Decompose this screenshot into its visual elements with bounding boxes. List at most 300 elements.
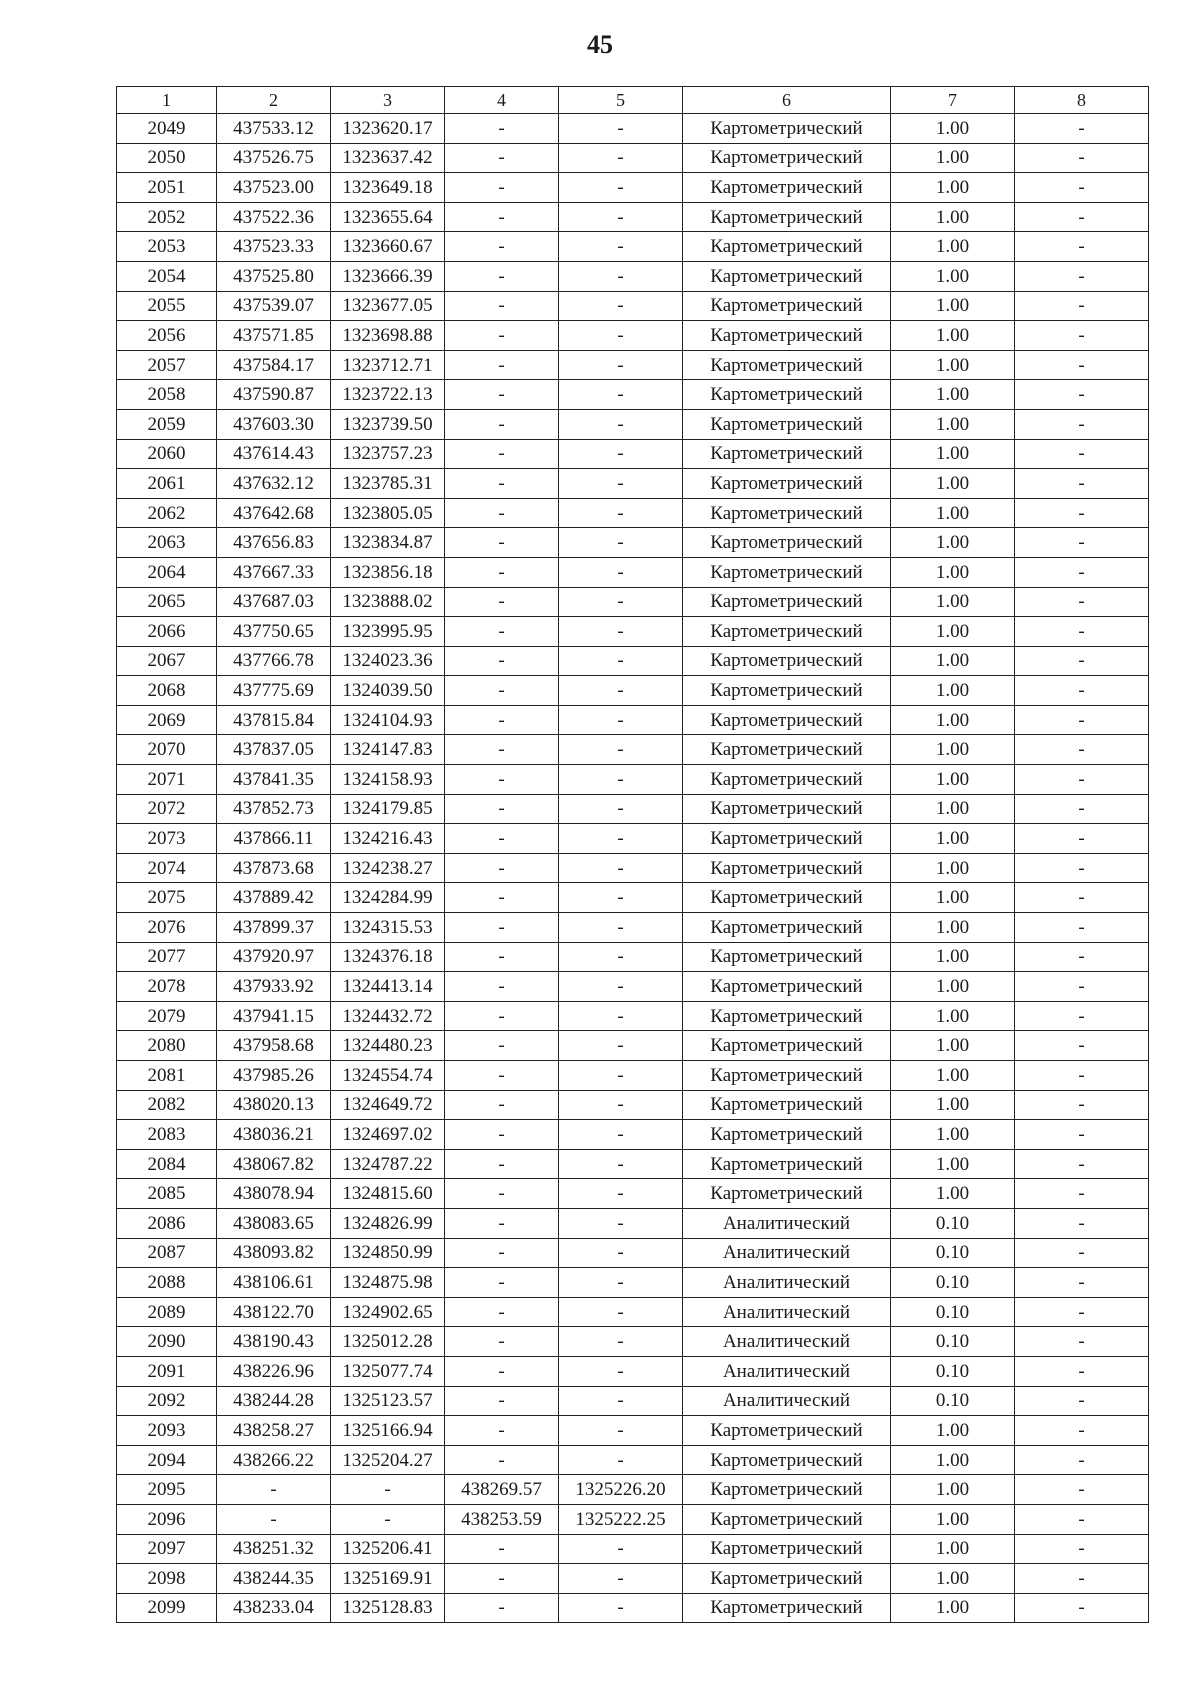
table-row: [117, 1475, 1149, 1505]
cell-y-coordinate-alt: -: [559, 1001, 683, 1031]
table-row: [117, 409, 1149, 439]
cell-x-coordinate-alt: -: [445, 261, 559, 291]
cell-y-coordinate: 1323712.71: [331, 350, 445, 380]
cell-point-number: 2086: [117, 1208, 217, 1238]
cell-point-number: 2088: [117, 1268, 217, 1298]
cell-accuracy: 1.00: [891, 794, 1015, 824]
table-header: [117, 87, 1149, 114]
cell-method: Картометрический: [683, 291, 891, 321]
cell-y-coordinate: 1324179.85: [331, 794, 445, 824]
cell-x-coordinate-alt: -: [445, 1120, 559, 1150]
cell-y-coordinate-alt: -: [559, 321, 683, 351]
table-row: [117, 824, 1149, 854]
cell-x-coordinate-alt: -: [445, 1149, 559, 1179]
table-row: [117, 143, 1149, 173]
table-row: [117, 1179, 1149, 1209]
cell-x-coordinate: 438251.32: [217, 1534, 331, 1564]
cell-y-coordinate: 1324147.83: [331, 735, 445, 765]
cell-x-coordinate: 437525.80: [217, 261, 331, 291]
cell-accuracy: 1.00: [891, 557, 1015, 587]
cell-y-coordinate: -: [331, 1504, 445, 1534]
cell-x-coordinate: 438093.82: [217, 1238, 331, 1268]
cell-method: Картометрический: [683, 498, 891, 528]
cell-x-coordinate: 437775.69: [217, 676, 331, 706]
cell-y-coordinate-alt: -: [559, 1061, 683, 1091]
cell-y-coordinate-alt: -: [559, 735, 683, 765]
cell-method: Картометрический: [683, 646, 891, 676]
cell-method: Картометрический: [683, 350, 891, 380]
cell-x-coordinate: 437837.05: [217, 735, 331, 765]
cell-method: Аналитический: [683, 1327, 891, 1357]
table-row: [117, 469, 1149, 499]
cell-point-number: 2073: [117, 824, 217, 854]
cell-method: Картометрический: [683, 1416, 891, 1446]
cell-y-coordinate: 1324023.36: [331, 646, 445, 676]
cell-accuracy: 1.00: [891, 972, 1015, 1002]
cell-point-number: 2056: [117, 321, 217, 351]
cell-y-coordinate-alt: -: [559, 409, 683, 439]
column-header-7: 7: [891, 87, 1015, 114]
cell-method: Картометрический: [683, 232, 891, 262]
column-header-1: 1: [117, 87, 217, 114]
table-row: [117, 291, 1149, 321]
table-row: [117, 439, 1149, 469]
cell-y-coordinate: 1324413.14: [331, 972, 445, 1002]
cell-accuracy: 1.00: [891, 173, 1015, 203]
cell-accuracy: 1.00: [891, 1061, 1015, 1091]
cell-x-coordinate: 437523.33: [217, 232, 331, 262]
cell-y-coordinate-alt: -: [559, 1268, 683, 1298]
cell-point-number: 2077: [117, 942, 217, 972]
cell-y-coordinate: 1323666.39: [331, 261, 445, 291]
cell-accuracy: 1.00: [891, 321, 1015, 351]
cell-y-coordinate: 1323660.67: [331, 232, 445, 262]
cell-x-coordinate: 438226.96: [217, 1356, 331, 1386]
cell-point-number: 2062: [117, 498, 217, 528]
cell-y-coordinate-alt: -: [559, 765, 683, 795]
table-row: [117, 1238, 1149, 1268]
cell-method: Картометрический: [683, 824, 891, 854]
cell-y-coordinate: 1323620.17: [331, 114, 445, 144]
cell-note: -: [1015, 972, 1149, 1002]
cell-accuracy: 1.00: [891, 765, 1015, 795]
cell-note: -: [1015, 676, 1149, 706]
cell-y-coordinate: 1323722.13: [331, 380, 445, 410]
table-row: [117, 380, 1149, 410]
table-row: [117, 972, 1149, 1002]
table-row: [117, 232, 1149, 262]
cell-method: Картометрический: [683, 794, 891, 824]
table-row: [117, 1416, 1149, 1446]
cell-x-coordinate: 438244.35: [217, 1564, 331, 1594]
cell-y-coordinate: 1324315.53: [331, 913, 445, 943]
cell-y-coordinate-alt: -: [559, 1593, 683, 1623]
cell-method: Картометрический: [683, 853, 891, 883]
cell-point-number: 2057: [117, 350, 217, 380]
cell-y-coordinate-alt: -: [559, 261, 683, 291]
table-row: [117, 350, 1149, 380]
cell-y-coordinate: 1324554.74: [331, 1061, 445, 1091]
cell-method: Аналитический: [683, 1208, 891, 1238]
cell-x-coordinate: 437920.97: [217, 942, 331, 972]
cell-y-coordinate-alt: -: [559, 202, 683, 232]
cell-point-number: 2051: [117, 173, 217, 203]
cell-accuracy: 1.00: [891, 1504, 1015, 1534]
cell-x-coordinate: 437590.87: [217, 380, 331, 410]
cell-note: -: [1015, 114, 1149, 144]
cell-accuracy: 1.00: [891, 676, 1015, 706]
column-header-3: 3: [331, 87, 445, 114]
table-row: [117, 1504, 1149, 1534]
cell-y-coordinate-alt: -: [559, 1416, 683, 1446]
cell-method: Аналитический: [683, 1238, 891, 1268]
cell-y-coordinate-alt: -: [559, 1386, 683, 1416]
table-body: [117, 114, 1149, 1623]
cell-x-coordinate-alt: -: [445, 1445, 559, 1475]
cell-accuracy: 1.00: [891, 1445, 1015, 1475]
table-row: [117, 557, 1149, 587]
cell-note: -: [1015, 1356, 1149, 1386]
cell-x-coordinate: 437667.33: [217, 557, 331, 587]
cell-point-number: 2096: [117, 1504, 217, 1534]
table-row: [117, 617, 1149, 647]
table-row: [117, 1327, 1149, 1357]
cell-y-coordinate: 1324697.02: [331, 1120, 445, 1150]
cell-y-coordinate: 1323995.95: [331, 617, 445, 647]
cell-x-coordinate-alt: -: [445, 883, 559, 913]
header-row: [117, 87, 1149, 114]
cell-y-coordinate: 1323805.05: [331, 498, 445, 528]
cell-accuracy: 0.10: [891, 1238, 1015, 1268]
cell-y-coordinate: 1323888.02: [331, 587, 445, 617]
cell-accuracy: 1.00: [891, 350, 1015, 380]
cell-x-coordinate: 437539.07: [217, 291, 331, 321]
cell-method: Картометрический: [683, 1179, 891, 1209]
cell-y-coordinate: 1323655.64: [331, 202, 445, 232]
cell-method: Картометрический: [683, 972, 891, 1002]
cell-y-coordinate: 1323677.05: [331, 291, 445, 321]
cell-x-coordinate: 437571.85: [217, 321, 331, 351]
cell-x-coordinate-alt: -: [445, 409, 559, 439]
cell-x-coordinate-alt: -: [445, 439, 559, 469]
cell-note: -: [1015, 1001, 1149, 1031]
cell-x-coordinate: 437642.68: [217, 498, 331, 528]
cell-x-coordinate-alt: -: [445, 1327, 559, 1357]
cell-y-coordinate-alt: -: [559, 913, 683, 943]
cell-x-coordinate-alt: -: [445, 232, 559, 262]
cell-y-coordinate-alt: -: [559, 232, 683, 262]
cell-y-coordinate-alt: -: [559, 1120, 683, 1150]
cell-y-coordinate-alt: -: [559, 587, 683, 617]
cell-x-coordinate-alt: -: [445, 646, 559, 676]
cell-point-number: 2052: [117, 202, 217, 232]
table-row: [117, 1208, 1149, 1238]
cell-x-coordinate: 437523.00: [217, 173, 331, 203]
cell-x-coordinate: 437941.15: [217, 1001, 331, 1031]
cell-y-coordinate: 1324815.60: [331, 1179, 445, 1209]
cell-y-coordinate: 1324238.27: [331, 853, 445, 883]
cell-method: Картометрический: [683, 469, 891, 499]
cell-y-coordinate: 1323649.18: [331, 173, 445, 203]
cell-y-coordinate-alt: -: [559, 705, 683, 735]
cell-y-coordinate: 1325123.57: [331, 1386, 445, 1416]
cell-x-coordinate-alt: -: [445, 853, 559, 883]
cell-y-coordinate-alt: -: [559, 1149, 683, 1179]
cell-point-number: 2054: [117, 261, 217, 291]
table-row: [117, 1445, 1149, 1475]
cell-x-coordinate-alt: -: [445, 1564, 559, 1594]
cell-x-coordinate-alt: -: [445, 350, 559, 380]
cell-x-coordinate-alt: -: [445, 498, 559, 528]
cell-point-number: 2075: [117, 883, 217, 913]
cell-x-coordinate: 437750.65: [217, 617, 331, 647]
cell-method: Аналитический: [683, 1386, 891, 1416]
cell-point-number: 2060: [117, 439, 217, 469]
cell-point-number: 2065: [117, 587, 217, 617]
cell-note: -: [1015, 1061, 1149, 1091]
table-row: [117, 942, 1149, 972]
cell-x-coordinate: 437522.36: [217, 202, 331, 232]
cell-x-coordinate: 438036.21: [217, 1120, 331, 1150]
cell-x-coordinate: 437841.35: [217, 765, 331, 795]
table-row: [117, 528, 1149, 558]
cell-accuracy: 1.00: [891, 143, 1015, 173]
table-row: [117, 1534, 1149, 1564]
table-row: [117, 735, 1149, 765]
cell-y-coordinate-alt: -: [559, 853, 683, 883]
cell-y-coordinate: 1323637.42: [331, 143, 445, 173]
table-row: [117, 173, 1149, 203]
cell-x-coordinate: 438067.82: [217, 1149, 331, 1179]
cell-x-coordinate-alt: -: [445, 676, 559, 706]
cell-note: -: [1015, 824, 1149, 854]
cell-y-coordinate-alt: -: [559, 528, 683, 558]
cell-y-coordinate-alt: -: [559, 617, 683, 647]
cell-note: -: [1015, 1208, 1149, 1238]
cell-point-number: 2066: [117, 617, 217, 647]
table-row: [117, 1386, 1149, 1416]
cell-y-coordinate: 1323757.23: [331, 439, 445, 469]
cell-x-coordinate: 438190.43: [217, 1327, 331, 1357]
cell-x-coordinate: 438244.28: [217, 1386, 331, 1416]
cell-point-number: 2082: [117, 1090, 217, 1120]
cell-x-coordinate-alt: -: [445, 1534, 559, 1564]
cell-y-coordinate: 1323698.88: [331, 321, 445, 351]
cell-note: -: [1015, 380, 1149, 410]
cell-y-coordinate-alt: -: [559, 350, 683, 380]
cell-y-coordinate-alt: -: [559, 1090, 683, 1120]
cell-note: -: [1015, 1386, 1149, 1416]
table-row: [117, 1149, 1149, 1179]
cell-note: -: [1015, 1238, 1149, 1268]
cell-point-number: 2081: [117, 1061, 217, 1091]
cell-method: Картометрический: [683, 1090, 891, 1120]
cell-x-coordinate-alt: -: [445, 1356, 559, 1386]
table-row: [117, 1564, 1149, 1594]
cell-x-coordinate: 438020.13: [217, 1090, 331, 1120]
cell-y-coordinate-alt: -: [559, 498, 683, 528]
cell-point-number: 2076: [117, 913, 217, 943]
cell-accuracy: 1.00: [891, 1475, 1015, 1505]
cell-method: Картометрический: [683, 114, 891, 144]
cell-y-coordinate: 1325012.28: [331, 1327, 445, 1357]
cell-point-number: 2090: [117, 1327, 217, 1357]
cell-point-number: 2068: [117, 676, 217, 706]
cell-point-number: 2078: [117, 972, 217, 1002]
cell-x-coordinate-alt: -: [445, 143, 559, 173]
cell-y-coordinate: 1325128.83: [331, 1593, 445, 1623]
cell-note: -: [1015, 1564, 1149, 1594]
cell-x-coordinate-alt: -: [445, 173, 559, 203]
cell-note: -: [1015, 587, 1149, 617]
cell-point-number: 2093: [117, 1416, 217, 1446]
cell-note: -: [1015, 1416, 1149, 1446]
cell-point-number: 2098: [117, 1564, 217, 1594]
cell-note: -: [1015, 883, 1149, 913]
cell-x-coordinate: 437766.78: [217, 646, 331, 676]
cell-y-coordinate: 1325169.91: [331, 1564, 445, 1594]
cell-accuracy: 1.00: [891, 735, 1015, 765]
cell-accuracy: 0.10: [891, 1208, 1015, 1238]
cell-point-number: 2050: [117, 143, 217, 173]
cell-y-coordinate: 1325206.41: [331, 1534, 445, 1564]
cell-point-number: 2053: [117, 232, 217, 262]
cell-x-coordinate: 437899.37: [217, 913, 331, 943]
cell-accuracy: 1.00: [891, 705, 1015, 735]
cell-note: -: [1015, 498, 1149, 528]
table-row: [117, 587, 1149, 617]
column-header-2: 2: [217, 87, 331, 114]
cell-y-coordinate: 1324826.99: [331, 1208, 445, 1238]
cell-note: -: [1015, 1475, 1149, 1505]
cell-y-coordinate-alt: -: [559, 646, 683, 676]
cell-note: -: [1015, 202, 1149, 232]
cell-point-number: 2097: [117, 1534, 217, 1564]
cell-method: Картометрический: [683, 705, 891, 735]
cell-x-coordinate-alt: -: [445, 1238, 559, 1268]
cell-accuracy: 1.00: [891, 1001, 1015, 1031]
cell-point-number: 2099: [117, 1593, 217, 1623]
cell-x-coordinate: 438106.61: [217, 1268, 331, 1298]
cell-y-coordinate: 1325166.94: [331, 1416, 445, 1446]
cell-x-coordinate-alt: -: [445, 1001, 559, 1031]
cell-x-coordinate-alt: -: [445, 469, 559, 499]
cell-method: Картометрический: [683, 261, 891, 291]
cell-x-coordinate-alt: -: [445, 1297, 559, 1327]
cell-accuracy: 0.10: [891, 1327, 1015, 1357]
cell-x-coordinate: 438233.04: [217, 1593, 331, 1623]
cell-point-number: 2089: [117, 1297, 217, 1327]
cell-y-coordinate: 1324104.93: [331, 705, 445, 735]
cell-x-coordinate: 438083.65: [217, 1208, 331, 1238]
cell-accuracy: 1.00: [891, 291, 1015, 321]
cell-x-coordinate-alt: -: [445, 972, 559, 1002]
cell-y-coordinate-alt: -: [559, 173, 683, 203]
cell-y-coordinate: 1324216.43: [331, 824, 445, 854]
cell-method: Картометрический: [683, 1564, 891, 1594]
column-header-5: 5: [559, 87, 683, 114]
cell-method: Картометрический: [683, 528, 891, 558]
cell-note: -: [1015, 1031, 1149, 1061]
cell-y-coordinate-alt: -: [559, 1179, 683, 1209]
cell-accuracy: 1.00: [891, 469, 1015, 499]
cell-method: Картометрический: [683, 617, 891, 647]
cell-y-coordinate: 1325204.27: [331, 1445, 445, 1475]
cell-x-coordinate: 438258.27: [217, 1416, 331, 1446]
table-row: [117, 1090, 1149, 1120]
table-row: [117, 1268, 1149, 1298]
cell-x-coordinate-alt: -: [445, 557, 559, 587]
cell-point-number: 2084: [117, 1149, 217, 1179]
cell-y-coordinate-alt: -: [559, 883, 683, 913]
cell-note: -: [1015, 1120, 1149, 1150]
cell-point-number: 2063: [117, 528, 217, 558]
cell-point-number: 2092: [117, 1386, 217, 1416]
cell-method: Картометрический: [683, 676, 891, 706]
cell-method: Картометрический: [683, 380, 891, 410]
cell-point-number: 2080: [117, 1031, 217, 1061]
cell-accuracy: 1.00: [891, 498, 1015, 528]
cell-y-coordinate: 1324875.98: [331, 1268, 445, 1298]
cell-note: -: [1015, 617, 1149, 647]
cell-y-coordinate: 1323739.50: [331, 409, 445, 439]
cell-method: Картометрический: [683, 1445, 891, 1475]
table-row: [117, 1031, 1149, 1061]
cell-method: Картометрический: [683, 173, 891, 203]
cell-y-coordinate: 1323785.31: [331, 469, 445, 499]
cell-accuracy: 1.00: [891, 409, 1015, 439]
cell-note: -: [1015, 173, 1149, 203]
cell-x-coordinate-alt: -: [445, 617, 559, 647]
cell-x-coordinate: 438266.22: [217, 1445, 331, 1475]
cell-point-number: 2064: [117, 557, 217, 587]
cell-method: Картометрический: [683, 942, 891, 972]
cell-note: -: [1015, 1268, 1149, 1298]
cell-accuracy: 1.00: [891, 1534, 1015, 1564]
cell-x-coordinate-alt: -: [445, 380, 559, 410]
table-row: [117, 794, 1149, 824]
cell-y-coordinate-alt: -: [559, 557, 683, 587]
cell-y-coordinate: 1325077.74: [331, 1356, 445, 1386]
cell-x-coordinate-alt: -: [445, 1179, 559, 1209]
table-row: [117, 202, 1149, 232]
cell-y-coordinate-alt: -: [559, 143, 683, 173]
cell-accuracy: 0.10: [891, 1297, 1015, 1327]
cell-y-coordinate-alt: -: [559, 1208, 683, 1238]
table-row: [117, 1120, 1149, 1150]
table-row: [117, 498, 1149, 528]
cell-note: -: [1015, 794, 1149, 824]
cell-method: Картометрический: [683, 321, 891, 351]
cell-accuracy: 1.00: [891, 1120, 1015, 1150]
column-header-8: 8: [1015, 87, 1149, 114]
cell-y-coordinate-alt: -: [559, 1564, 683, 1594]
cell-note: -: [1015, 469, 1149, 499]
cell-method: Картометрический: [683, 439, 891, 469]
cell-accuracy: 1.00: [891, 528, 1015, 558]
cell-x-coordinate: 437533.12: [217, 114, 331, 144]
cell-method: Картометрический: [683, 1593, 891, 1623]
cell-x-coordinate-alt: -: [445, 1061, 559, 1091]
table-row: [117, 883, 1149, 913]
cell-accuracy: 1.00: [891, 913, 1015, 943]
cell-y-coordinate-alt: -: [559, 291, 683, 321]
cell-y-coordinate-alt: -: [559, 114, 683, 144]
cell-accuracy: 0.10: [891, 1386, 1015, 1416]
cell-x-coordinate-alt: -: [445, 913, 559, 943]
cell-y-coordinate-alt: -: [559, 1445, 683, 1475]
cell-x-coordinate-alt: -: [445, 1593, 559, 1623]
